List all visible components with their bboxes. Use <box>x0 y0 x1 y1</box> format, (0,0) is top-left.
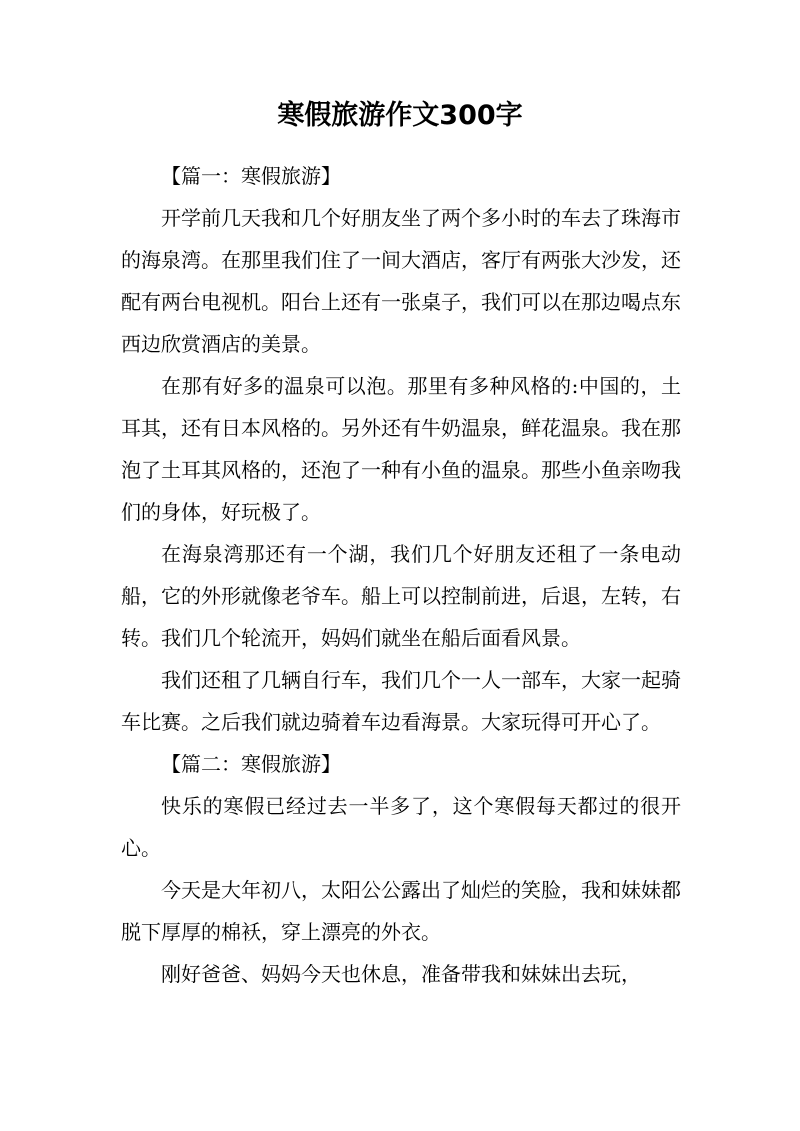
section-heading: 【篇一：寒假旅游】 <box>161 164 341 188</box>
paragraph: 我们还租了几辆自行车，我们几个一人一部车，大家一起骑车比赛。之后我们就边骑着车边看海景。大家玩得可开心了。 <box>121 668 681 734</box>
paragraph: 在海泉湾那还有一个湖，我们几个好朋友还租了一条电动船，它的外形就像老爷车。船上可以控制前进，后退，左转，右转。我们几个轮流开，妈妈们就坐在船后面看风景。 <box>121 542 681 650</box>
section-heading: 【篇二：寒假旅游】 <box>161 752 341 776</box>
paragraph: 今天是大年初八，太阳公公露出了灿烂的笑脸，我和妹妹都脱下厚厚的棉袄，穿上漂亮的外衣。 <box>121 878 681 944</box>
paragraph: 开学前几天我和几个好朋友坐了两个多小时的车去了珠海市的海泉湾。在那里我们住了一间大酒店，客厅有两张大沙发，还配有两台电视机。阳台上还有一张桌子，我们可以在那边喝点东西边欣赏酒店的美景。 <box>121 206 681 356</box>
paragraph: 刚好爸爸、妈妈今天也休息，准备带我和妹妹出去玩， <box>161 962 641 986</box>
page-title: 寒假旅游作文300字 <box>277 100 523 131</box>
article-body <box>121 155 681 995</box>
paragraph: 在那有好多的温泉可以泡。那里有多种风格的:中国的，土耳其，还有日本风格的。另外还有牛奶温泉，鲜花温泉。我在那泡了土耳其风格的，还泡了一种有小鱼的温泉。那些小鱼亲吻我们的身体，好玩极了。 <box>121 374 681 524</box>
paragraph: 快乐的寒假已经过去一半多了，这个寒假每天都过的很开心。 <box>121 794 681 860</box>
